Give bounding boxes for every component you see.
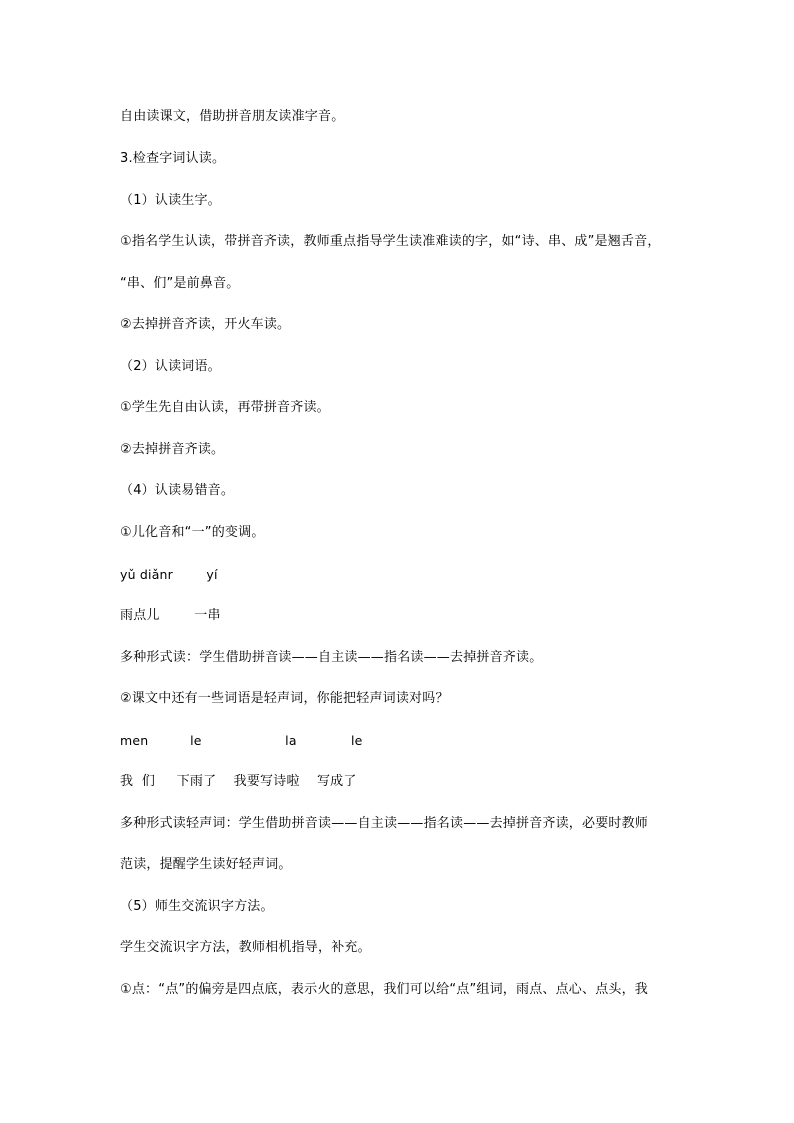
paragraph-instruction-1-cont: “串、们”是前鼻音。 xyxy=(120,276,240,291)
pinyin-line-2: men le la le xyxy=(120,733,363,748)
subheading-literacy-methods: （5）师生交流识字方法。 xyxy=(120,899,274,914)
paragraph-methods: 学生交流识字方法，教师相机指导，补充。 xyxy=(120,940,371,955)
paragraph-dian-explanation: ①点：“点”的偏旁是四点底，表示火的意思，我们可以给“点”组词，雨点、点心、点头，我 xyxy=(120,982,648,997)
paragraph-neutral-tone-reading: 多种形式读轻声词：学生借助拼音读——自主读——指名读——去掉拼音齐读，必要时教师 xyxy=(120,816,649,831)
paragraph-read-text: 自由读课文，借助拼音朋友读准字音。 xyxy=(120,109,345,124)
subheading-error-prone: （4）认读易错音。 xyxy=(120,483,235,498)
heading-check-words: 3.检查字词认读。 xyxy=(120,151,226,166)
paragraph-words-1: ①学生先自由认读，再带拼音齐读。 xyxy=(120,400,330,415)
pinyin-line-1: yǔ diǎnr yí xyxy=(120,567,218,582)
words-line-1: 雨点儿 一串 xyxy=(120,608,221,623)
subheading-read-words: （2）认读词语。 xyxy=(120,359,221,374)
subheading-read-characters: （1）认读生字。 xyxy=(120,193,221,208)
paragraph-reading-forms: 多种形式读：学生借助拼音读——自主读——指名读——去掉拼音齐读。 xyxy=(120,650,543,665)
paragraph-neutral-tone-reading-cont: 范读，提醒学生读好轻声词。 xyxy=(120,857,292,872)
words-line-2: 我 们 下雨了 我要写诗啦 写成了 xyxy=(120,774,357,789)
paragraph-erhua: ①儿化音和“一”的变调。 xyxy=(120,525,265,540)
paragraph-words-2: ②去掉拼音齐读。 xyxy=(120,442,225,457)
paragraph-neutral-tone-question: ②课文中还有一些词语是轻声词，你能把轻声词读对吗？ xyxy=(120,691,449,706)
paragraph-instruction-2: ②去掉拼音齐读，开火车读。 xyxy=(120,317,291,332)
paragraph-instruction-1: ①指名学生认读，带拼音齐读，教师重点指导学生读准难读的字，如“诗、串、成”是翘舌音， xyxy=(120,234,661,249)
